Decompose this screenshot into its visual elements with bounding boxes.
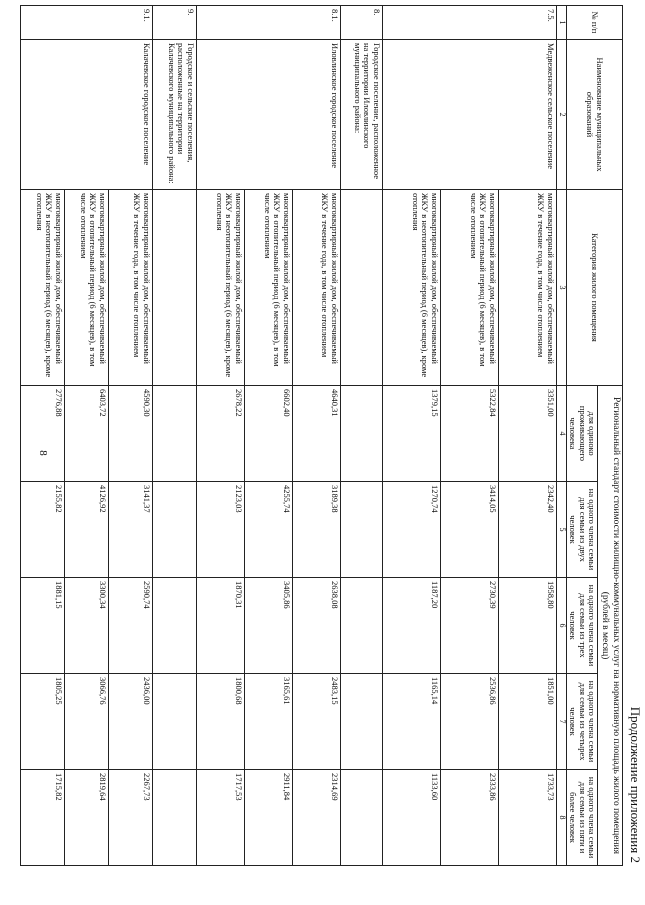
empty-cell — [152, 770, 196, 866]
column-number: 7 — [556, 674, 566, 770]
category-cell: многоквартирный жилой дом, обеспечиваемый ЖКУ в течение года, в том числе отоплением — [498, 190, 556, 386]
value-cell: 2678,22 — [196, 386, 244, 482]
column-number: 3 — [556, 190, 566, 386]
category-cell: многоквартирный жилой дом, обеспечиваемый ЖКУ в отопительный период (6 месяцев), в том числе отоплением — [244, 190, 292, 386]
value-cell: 1717,53 — [196, 770, 244, 866]
empty-cell — [152, 578, 196, 674]
header-single: для одиноко проживающего человека — [566, 386, 598, 482]
value-cell: 1187,20 — [382, 578, 440, 674]
page-number: 8 — [36, 450, 49, 456]
empty-cell — [340, 578, 382, 674]
category-cell: многоквартирный жилой дом, обеспечиваемый ЖКУ в отопительный период (6 месяцев), в том числе отоплением — [440, 190, 498, 386]
value-cell: 2483,15 — [292, 674, 340, 770]
empty-cell — [152, 482, 196, 578]
value-cell: 3141,37 — [108, 482, 152, 578]
empty-cell — [340, 674, 382, 770]
header-three: на одного члена семьи для семьи из трех человек — [566, 578, 598, 674]
value-cell: 1379,15 — [382, 386, 440, 482]
value-cell: 3066,76 — [64, 674, 108, 770]
category-cell: многоквартирный жилой дом, обеспечиваемый ЖКУ в неотопительный период (6 месяцев), кроме отопления — [196, 190, 244, 386]
municipality-name: Калачевское городское поселение — [20, 40, 152, 190]
category-cell: многоквартирный жилой дом, обеспечиваемый ЖКУ в неотопительный период (6 месяцев), кроме отопления — [382, 190, 440, 386]
column-number: 5 — [556, 482, 566, 578]
header-no: № п/п — [566, 6, 622, 40]
municipality-name: Городское поселение, расположенное на территории Иловлинского муниципального района: — [340, 40, 382, 190]
category-cell: многоквартирный жилой дом, обеспечиваемый ЖКУ в неотопительный период (6 месяцев), кроме отопления — [20, 190, 64, 386]
value-cell: 2590,74 — [108, 578, 152, 674]
appendix-label: Продолжение приложения 2 — [628, 706, 643, 863]
value-cell: 2333,86 — [440, 770, 498, 866]
value-cell: 2342,40 — [498, 482, 556, 578]
value-cell: 4255,74 — [244, 482, 292, 578]
column-number: 4 — [556, 386, 566, 482]
empty-cell — [152, 674, 196, 770]
empty-cell — [152, 190, 196, 386]
table-row — [152, 6, 196, 866]
value-cell: 5322,84 — [440, 386, 498, 482]
value-cell: 1715,82 — [20, 770, 64, 866]
rotated-table-sheet — [0, 5, 645, 865]
value-cell: 2436,00 — [108, 674, 152, 770]
header-five: на одного члена семьи для семьи из пяти и более человек — [566, 770, 598, 866]
value-cell: 1270,74 — [382, 482, 440, 578]
value-cell: 2776,88 — [20, 386, 64, 482]
value-cell: 4126,92 — [64, 482, 108, 578]
housing-standard-table — [20, 5, 623, 866]
table-row — [340, 6, 382, 866]
header-standard-group: Региональный стандарт стоимости жилищно-коммунальных услуг на нормативную площадь жилого помещения (рублей в месяц) — [598, 386, 623, 866]
empty-cell — [152, 386, 196, 482]
value-cell: 2638,08 — [292, 578, 340, 674]
row-no: 8.1. — [196, 6, 340, 40]
header-municipality: Наименование муниципальных образований — [566, 40, 622, 190]
value-cell: 2911,84 — [244, 770, 292, 866]
value-cell: 4640,31 — [292, 386, 340, 482]
value-cell: 2123,03 — [196, 482, 244, 578]
value-cell: 2155,82 — [20, 482, 64, 578]
table-row — [108, 6, 152, 866]
header-two: на одного члена семьи для семьи из двух человек — [566, 482, 598, 578]
value-cell: 3189,38 — [292, 482, 340, 578]
municipality-name: Городское и сельские поселения, расположенные на территории Калачевского муниципального района: — [152, 40, 196, 190]
empty-cell — [340, 386, 382, 482]
value-cell: 2730,39 — [440, 578, 498, 674]
empty-cell — [340, 482, 382, 578]
value-cell: 2536,86 — [440, 674, 498, 770]
value-cell: 3165,61 — [244, 674, 292, 770]
municipality-name: Иловлинское городское поселение — [196, 40, 340, 190]
category-cell: многоквартирный жилой дом, обеспечиваемый ЖКУ в течение года, в том числе отоплением — [108, 190, 152, 386]
empty-cell — [340, 770, 382, 866]
value-cell: 1958,80 — [498, 578, 556, 674]
municipality-name: Медвеженское сельское поселение — [382, 40, 556, 190]
category-cell: многоквартирный жилой дом, обеспечиваемый ЖКУ в течение года, в том числе отоплением — [292, 190, 340, 386]
table-row — [498, 6, 556, 866]
row-no: 9. — [152, 6, 196, 40]
value-cell: 1851,00 — [498, 674, 556, 770]
value-cell: 1133,60 — [382, 770, 440, 866]
value-cell: 2267,73 — [108, 770, 152, 866]
value-cell: 3414,05 — [440, 482, 498, 578]
column-number: 6 — [556, 578, 566, 674]
value-cell: 3351,00 — [498, 386, 556, 482]
header-four: на одного члена семьи для семьи из четырех человек — [566, 674, 598, 770]
header-category: Категория жилого помещения — [566, 190, 622, 386]
row-no: 9.1. — [20, 6, 152, 40]
value-cell: 2819,64 — [64, 770, 108, 866]
value-cell: 1881,15 — [20, 578, 64, 674]
column-number-row — [556, 6, 566, 866]
value-cell: 3300,34 — [64, 578, 108, 674]
value-cell: 1805,25 — [20, 674, 64, 770]
column-number: 8 — [556, 770, 566, 866]
value-cell: 1733,73 — [498, 770, 556, 866]
empty-cell — [340, 190, 382, 386]
value-cell: 1870,31 — [196, 578, 244, 674]
value-cell: 1800,68 — [196, 674, 244, 770]
value-cell: 3405,86 — [244, 578, 292, 674]
value-cell: 1165,14 — [382, 674, 440, 770]
value-cell: 2314,69 — [292, 770, 340, 866]
row-no: 7.5. — [382, 6, 556, 40]
value-cell: 6403,72 — [64, 386, 108, 482]
table-row — [292, 6, 340, 866]
column-number: 1 — [556, 6, 566, 40]
column-number: 2 — [556, 40, 566, 190]
row-no: 8. — [340, 6, 382, 40]
category-cell: многоквартирный жилой дом, обеспечиваемый ЖКУ в отопительный период (6 месяцев), в том числе отоплением — [64, 190, 108, 386]
value-cell: 6602,40 — [244, 386, 292, 482]
value-cell: 4590,30 — [108, 386, 152, 482]
